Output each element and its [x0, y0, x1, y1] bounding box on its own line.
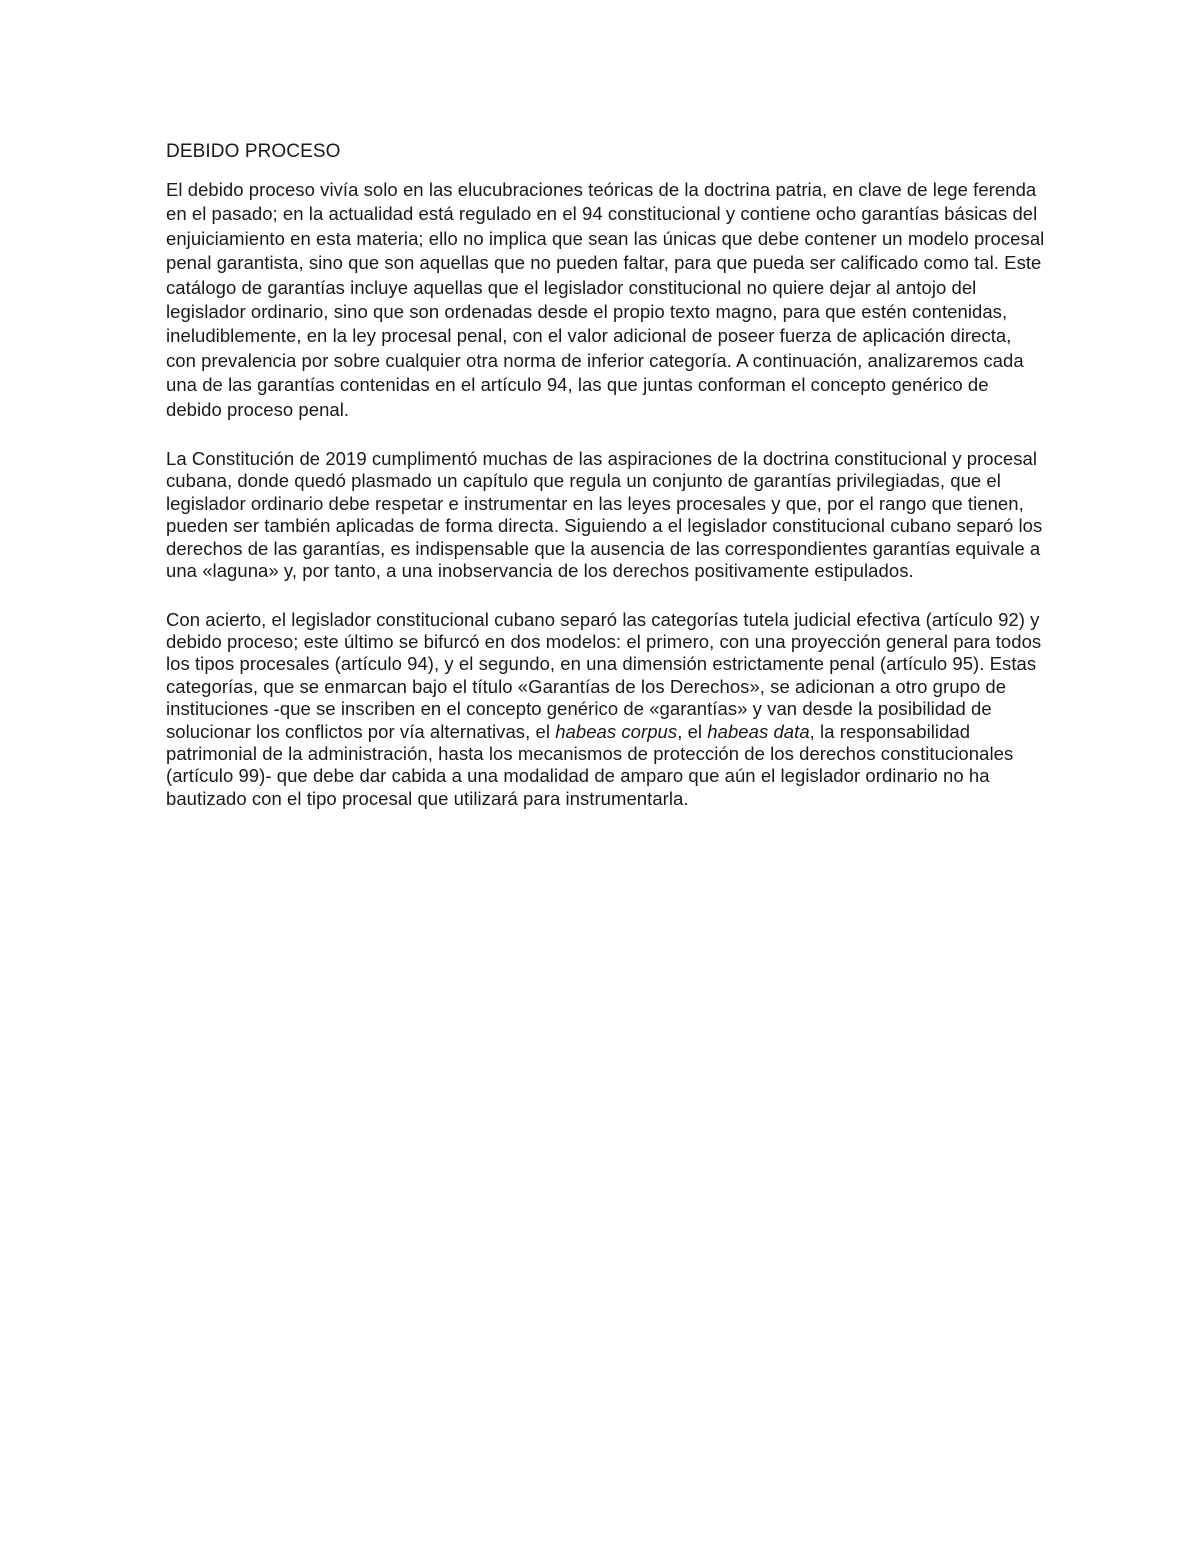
paragraph-1: El debido proceso vivía solo en las elucubraciones teóricas de la doctrina patria, en clave de lege ferenda en el pasado; en la actualidad está regulado en el 94 constitucional y contiene ocho garantías básicas del enjuiciamiento en esta materia; ello no implica que sean las únicas que debe contener un modelo procesal penal garantista, sino que son aquellas que no pueden faltar, para que pueda ser calificado como tal. Este catálogo de garantías incluye aquellas que el legislador constitucional no quiere dejar al antojo del legislador ordinario, sino que son ordenadas desde el propio texto magno, para que estén contenidas, ineludiblemente, en la ley procesal penal, con el valor adicional de poseer fuerza de aplicación directa, con prevalencia por sobre cualquier otra norma de inferior categoría. A continuación, analizaremos cada una de las garantías contenidas en el artículo 94, las que juntas conforman el concepto genérico de debido proceso penal.	[166, 179, 1045, 420]
habeas-data-term: habeas data	[707, 720, 810, 742]
paragraph-2: La Constitución de 2019 cumplimentó muchas de las aspiraciones de la doctrina constitucional y procesal cubana, donde quedó plasmado un capítulo que regula un conjunto de garantías privilegiadas, que el legislador ordinario debe respetar e instrumentar en las leyes procesales y que, por el rango que tienen, pueden ser también aplicadas de forma directa. Siguiendo a el legislador constitucional cubano separó los derechos de las garantías, es indispensable que la ausencia de las correspondientes garantías equivale a una «laguna» y, por tanto, a una inobservancia de los derechos positivamente estipulados.	[166, 448, 1043, 582]
paragraph-3-text-1: Con acierto, el legislador constitucional cubano separó las categorías tutela judicial efectiva (artículo 92) y debido proceso; este último se bifurcó en dos modelos: el primero, con una proyección general para todos los tipos procesales (artículo 94), y el segundo, en una dimensión estrictamente penal (artículo 95). Estas categorías, que se enmarcan bajo el título «Garantías de los Derechos», se adicionan a otro grupo de instituciones -que se inscriben en el concepto genérico de «garantías» y van desde la posibilidad de solucionar los conflictos por vía alternativas, el	[166, 608, 1042, 742]
habeas-corpus-term: habeas corpus	[555, 720, 678, 742]
paragraph-3-text-3: , la responsabilidad patrimonial de la administración, hasta los mecanismos de protección de los derechos constitucionales (artículo 99)- que debe dar cabida a una modalidad de amparo que aún el legislador ordinario no ha bautizado con el tipo procesal que utilizará para instrumentarla.	[166, 720, 1014, 809]
paragraph-3-text-2: , el	[677, 720, 708, 742]
document-title: DEBIDO PROCESO	[166, 141, 341, 162]
paragraph-3	[166, 609, 1046, 811]
document-body	[166, 140, 1046, 836]
